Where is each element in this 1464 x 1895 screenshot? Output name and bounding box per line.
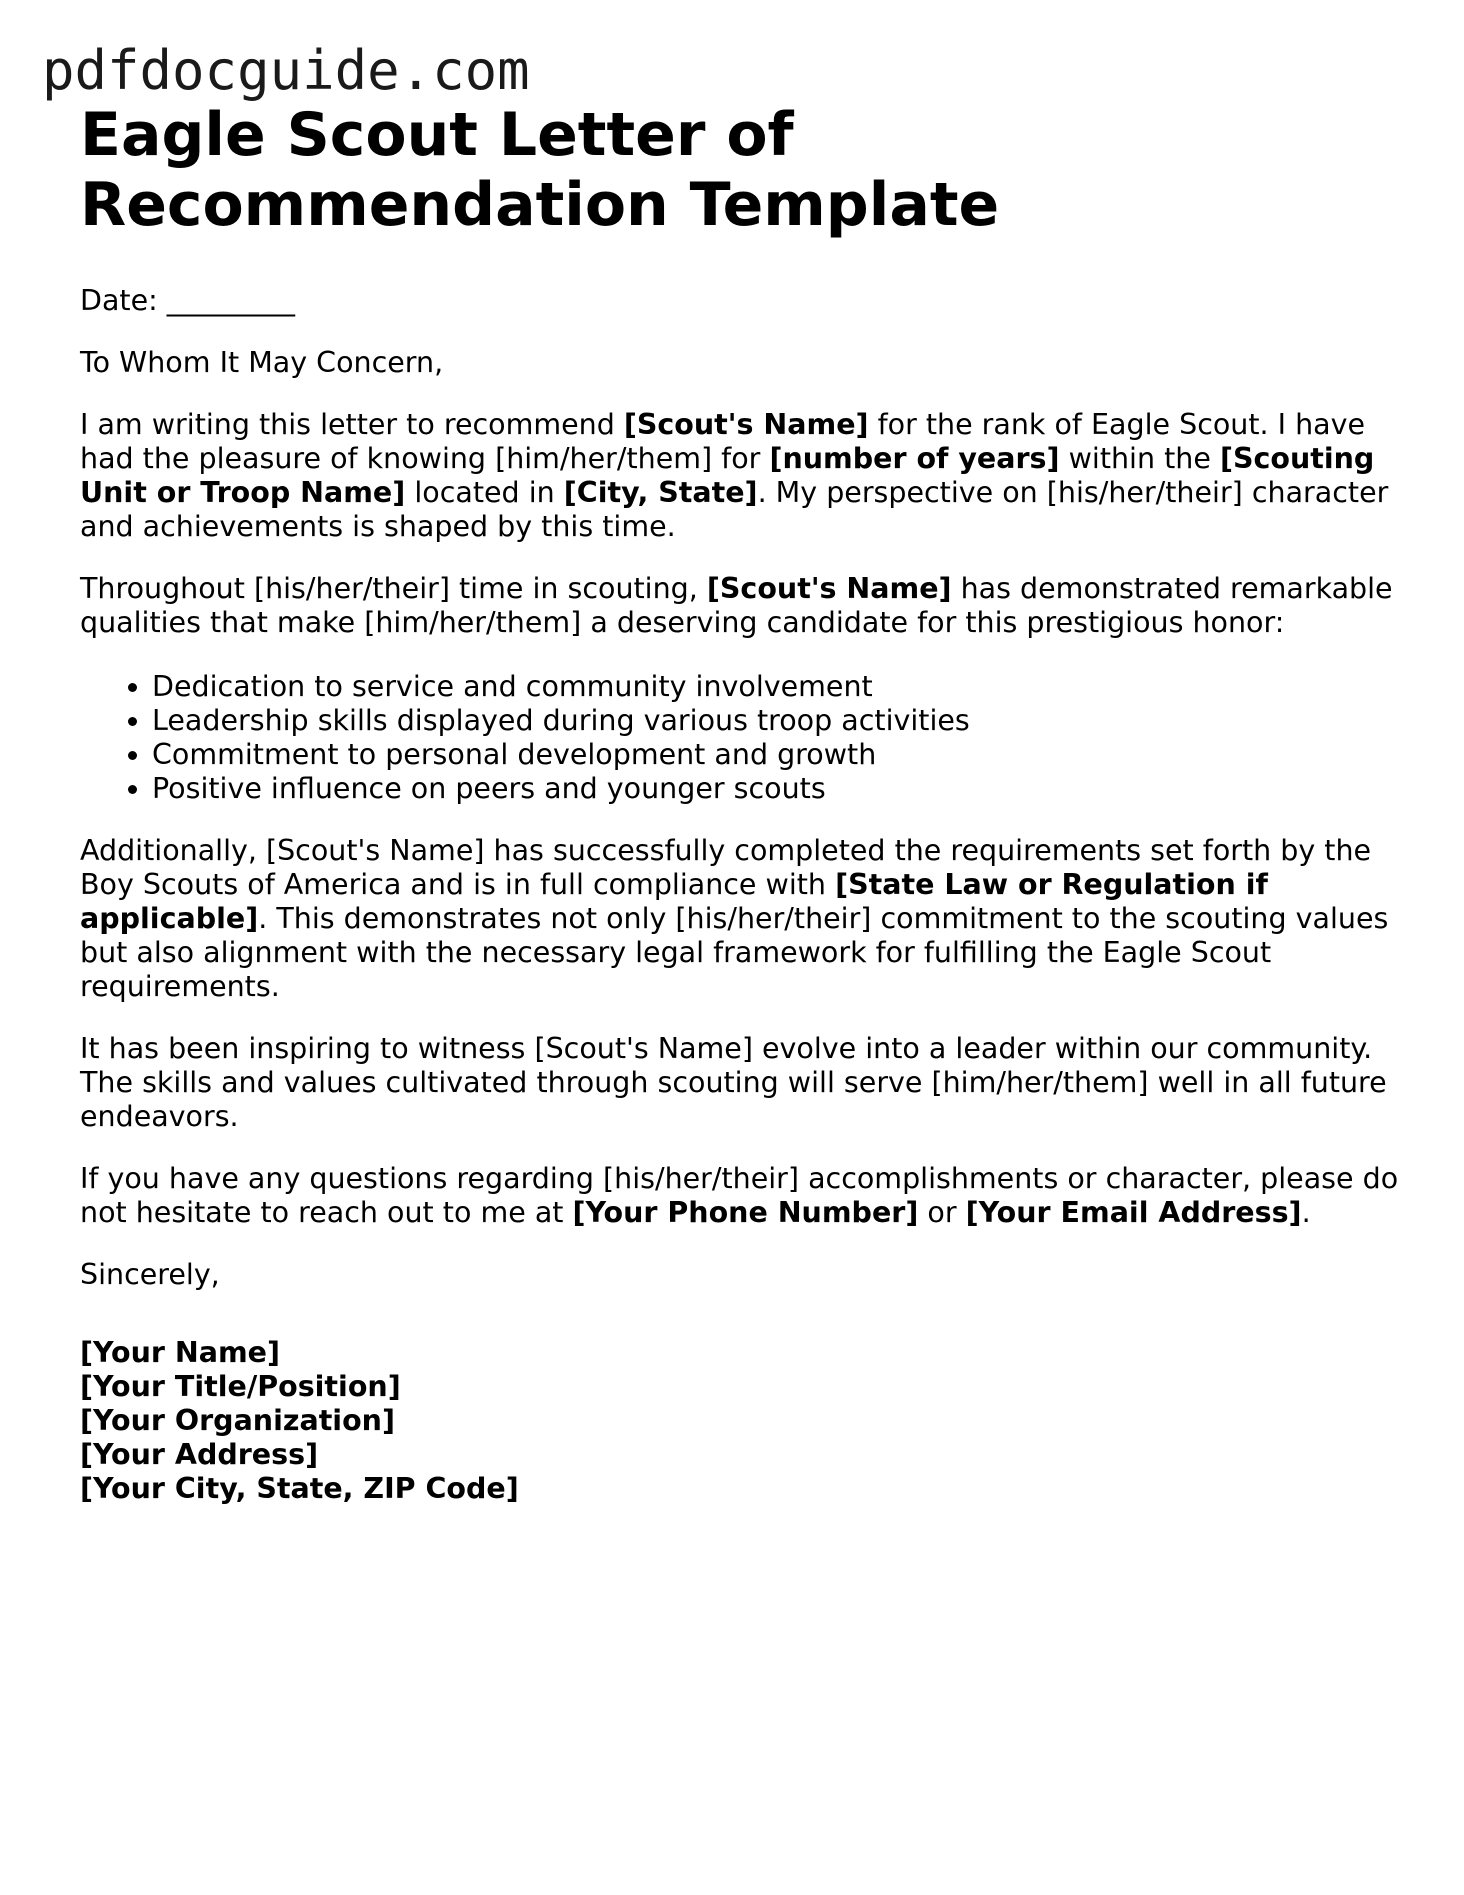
state-law-placeholder: [State Law or Regulation if applicable]	[80, 868, 1268, 935]
closing: Sincerely,	[80, 1258, 220, 1291]
troop-placeholder: [Scouting Unit or Troop Name]	[80, 442, 1375, 509]
scout-name-placeholder: [Scout's Name]	[623, 408, 869, 441]
text-run: Additionally, [Scout's Name] has successfully completed the requirements set forth by the Boy Scouts of America and is in full compliance with	[80, 834, 1372, 901]
salutation: To Whom It May Concern,	[80, 346, 444, 379]
phone-placeholder: [Your Phone Number]	[572, 1196, 919, 1229]
text-run: .	[1301, 1196, 1311, 1229]
intro-paragraph	[80, 408, 1400, 544]
letter-document	[80, 100, 1400, 1506]
watermark-text: pdfdocguide.com	[42, 39, 530, 102]
signature-title: [Your Title/Position]	[80, 1370, 401, 1403]
text-run: . My perspective on [his/her/their] character and achievements is shaped by this time.	[80, 476, 1389, 543]
text-run: Throughout [his/her/their] time in scouting,	[80, 572, 707, 605]
text-run: within the	[1059, 442, 1220, 475]
signature-name: [Your Name]	[80, 1336, 281, 1369]
list-item: • Commitment to personal development and growth	[152, 738, 1400, 772]
signature-block	[80, 1336, 1400, 1506]
list-item: • Leadership skills displayed during various troop activities	[152, 704, 1400, 738]
text-run: I am writing this letter to recommend	[80, 408, 624, 441]
city-state-placeholder: [City, State]	[563, 476, 758, 509]
text-run: . This demonstrates not only [his/her/their] commitment to the scouting values but also alignment with the necessary legal framework for fulfilling the Eagle Scout requirements.	[80, 902, 1389, 1003]
signature-city-state-zip: [Your City, State, ZIP Code]	[80, 1472, 519, 1505]
years-placeholder: [number of years]	[769, 442, 1060, 475]
contact-paragraph	[80, 1162, 1400, 1230]
text-run: for the rank of Eagle Scout. I have had the pleasure of knowing [him/her/them] for	[80, 408, 1366, 475]
list-item: • Dedication to service and community involvement	[152, 670, 1400, 704]
date-line: Date: _________	[80, 284, 296, 317]
qualities-list	[80, 670, 1400, 806]
compliance-paragraph	[80, 834, 1400, 1004]
inspiration-paragraph: It has been inspiring to witness [Scout's Name] evolve into a leader within our community. The skills and values cultivated through scouting will serve [him/her/them] well in all future endeavors.	[80, 1032, 1387, 1133]
document-title: Eagle Scout Letter of Recommendation Template	[80, 100, 1000, 240]
email-placeholder: [Your Email Address]	[965, 1196, 1302, 1229]
text-run: located in	[405, 476, 564, 509]
list-item: • Positive influence on peers and younger scouts	[152, 772, 1400, 806]
signature-organization: [Your Organization]	[80, 1404, 395, 1437]
text-run: If you have any questions regarding [his/her/their] accomplishments or character, please do not hesitate to reach out to me at	[80, 1162, 1399, 1229]
qualities-paragraph	[80, 572, 1400, 640]
scout-name-placeholder: [Scout's Name]	[706, 572, 952, 605]
text-run: or	[918, 1196, 966, 1229]
signature-address: [Your Address]	[80, 1438, 319, 1471]
text-run: has demonstrated remarkable qualities that make [him/her/them] a deserving candidate for this prestigious honor:	[80, 572, 1393, 639]
